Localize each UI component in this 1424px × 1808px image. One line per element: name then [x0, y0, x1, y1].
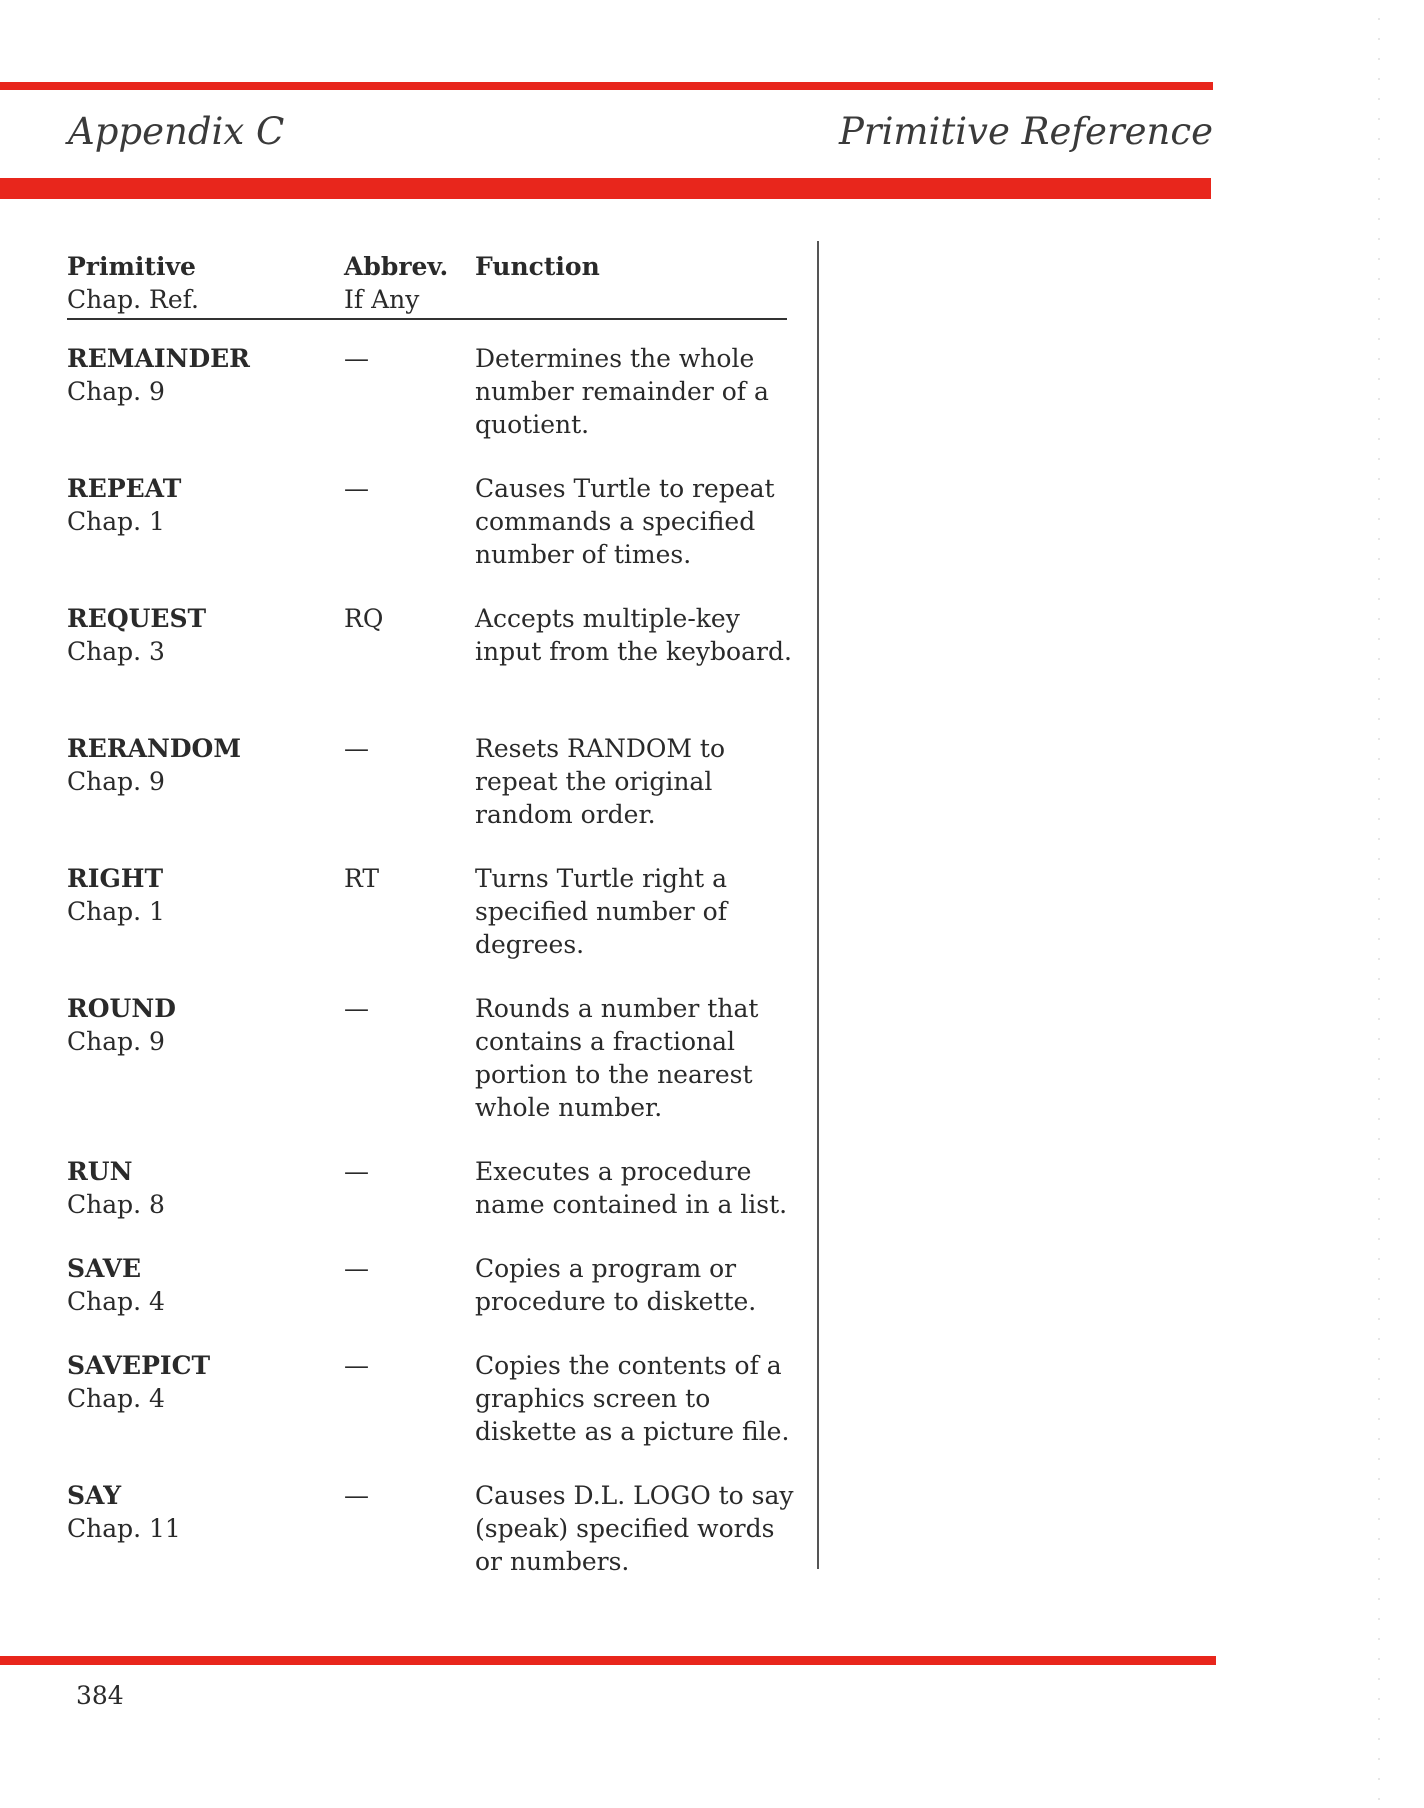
chapter-ref: Chap. 3 [67, 637, 165, 666]
chapter-ref: Chap. 9 [67, 377, 165, 406]
table-header [67, 250, 787, 320]
primitive-cell [67, 1155, 165, 1221]
primitive-table [67, 250, 794, 1579]
abbrev-cell: — [344, 1254, 369, 1283]
chapter-ref: Chap. 11 [67, 1514, 181, 1543]
header-red-band [0, 178, 1211, 199]
function-cell: Copies a program or procedure to diskette. [475, 1254, 757, 1316]
chapter-ref: Chap. 9 [67, 767, 165, 796]
abbrev-cell: — [344, 1481, 369, 1510]
primitive-name: RERANDOM [67, 734, 241, 763]
chapter-ref: Chap. 1 [67, 897, 165, 926]
table-row [67, 1252, 787, 1349]
header-if-any: If Any [344, 285, 420, 314]
chapter-ref: Chap. 1 [67, 507, 165, 536]
function-cell: Executes a procedure name contained in a list. [475, 1157, 788, 1219]
primitive-name: REQUEST [67, 604, 207, 633]
table-row [67, 992, 787, 1155]
primitive-name: RIGHT [67, 864, 164, 893]
header-chap-ref: Chap. Ref. [67, 285, 199, 314]
primitive-cell [67, 342, 250, 408]
function-cell: Causes Turtle to repeat commands a specified number of times. [475, 474, 775, 569]
abbrev-cell: — [344, 1157, 369, 1186]
abbrev-cell: RT [344, 864, 380, 893]
primitive-name: SAVEPICT [67, 1351, 211, 1380]
primitive-cell [67, 992, 176, 1058]
header-abbrev: Abbrev. [344, 252, 449, 281]
abbrev-cell: — [344, 474, 369, 503]
section-title: Primitive Reference [839, 110, 1213, 153]
function-cell: Copies the contents of a graphics screen to diskette as a picture file. [475, 1351, 790, 1446]
primitive-name: SAY [67, 1481, 122, 1510]
table-row [67, 602, 792, 732]
table-row [67, 342, 787, 472]
primitive-name: ROUND [67, 994, 176, 1023]
header-function: Function [475, 252, 600, 281]
page-number: 384 [76, 1681, 124, 1710]
table-row [67, 472, 787, 602]
abbrev-cell: — [344, 1351, 369, 1380]
table-body [67, 320, 794, 1579]
chapter-ref: Chap. 9 [67, 1027, 165, 1056]
primitive-cell [67, 732, 241, 798]
page-edge-dots [1378, 0, 1380, 1808]
table-row [67, 1349, 790, 1479]
table-row [67, 732, 787, 862]
header-primitive-col [67, 250, 199, 316]
primitive-name: REMAINDER [67, 344, 250, 373]
primitive-name: REPEAT [67, 474, 182, 503]
abbrev-cell: RQ [344, 604, 384, 633]
appendix-title: Appendix C [68, 110, 285, 153]
primitive-name: SAVE [67, 1254, 142, 1283]
primitive-cell [67, 862, 165, 928]
primitive-cell [67, 1479, 181, 1545]
primitive-cell [67, 1252, 165, 1318]
function-cell: Rounds a number that contains a fractional portion to the nearest whole number. [475, 994, 759, 1122]
function-cell: Causes D.L. LOGO to say (speak) specified words or numbers. [475, 1481, 794, 1576]
abbrev-cell: — [344, 344, 369, 373]
column-divider [817, 241, 819, 1569]
abbrev-cell: — [344, 994, 369, 1023]
primitive-cell [67, 472, 181, 538]
abbrev-cell: — [344, 734, 369, 763]
function-cell: Accepts multiple-key input from the keyboard. [475, 604, 792, 666]
table-row [67, 1479, 794, 1579]
function-cell: Resets RANDOM to repeat the original random order. [475, 734, 725, 829]
primitive-name: RUN [67, 1157, 133, 1186]
function-cell: Determines the whole number remainder of a quotient. [475, 344, 769, 439]
table-row [67, 862, 787, 992]
header-primitive: Primitive [67, 252, 196, 281]
primitive-cell [67, 602, 206, 668]
chapter-ref: Chap. 4 [67, 1384, 165, 1413]
header-abbrev-col [344, 250, 448, 316]
chapter-ref: Chap. 8 [67, 1190, 165, 1219]
bottom-red-rule [0, 1656, 1216, 1665]
top-red-rule [0, 82, 1213, 90]
primitive-cell [67, 1349, 210, 1415]
table-row [67, 1155, 787, 1252]
chapter-ref: Chap. 4 [67, 1287, 165, 1316]
function-cell: Turns Turtle right a specified number of degrees. [475, 864, 728, 959]
